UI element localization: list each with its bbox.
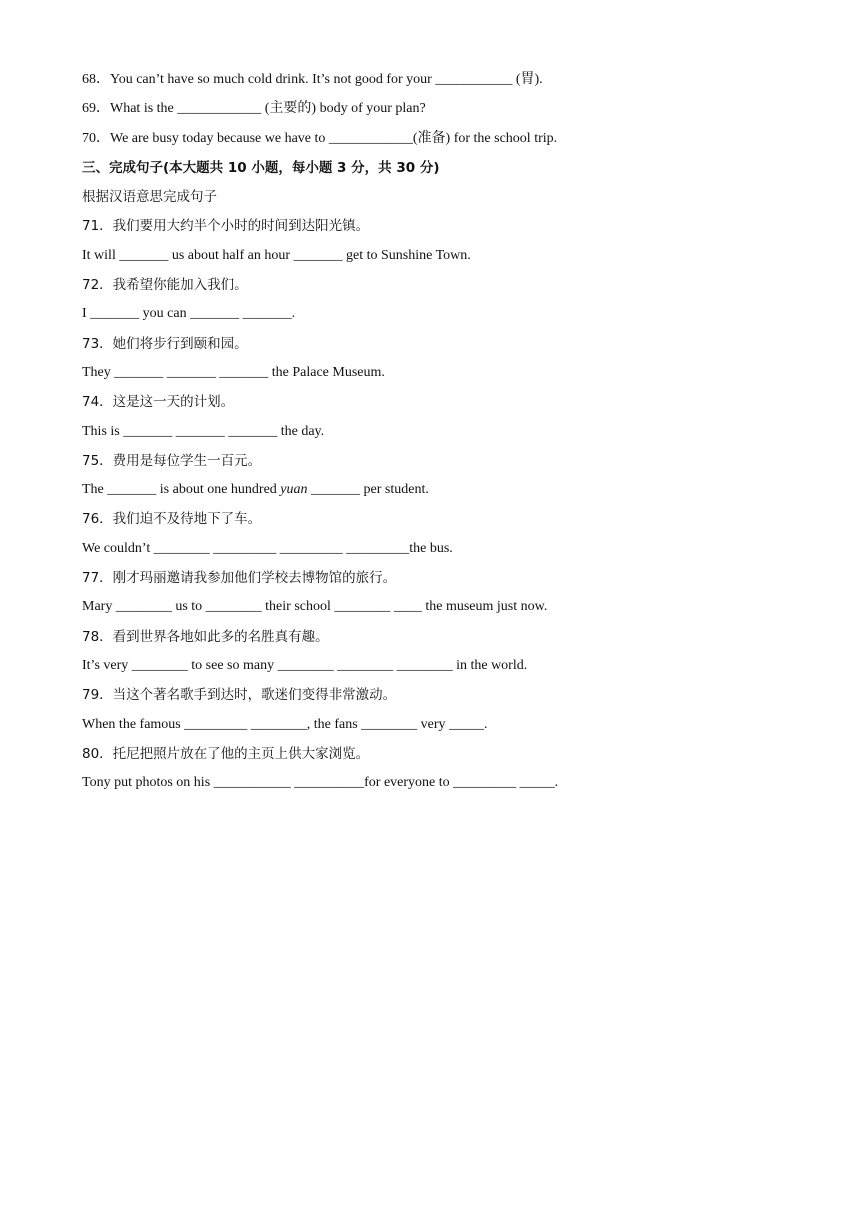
question-76-chinese: 76．我们迫不及待地下了车。 xyxy=(82,511,262,528)
question-70-sentence: 70．We are busy today because we have to ____________(准备) for the school trip. xyxy=(82,130,558,146)
question-76-english: We couldn’t ________ _________ _________ _________the bus. xyxy=(82,540,453,556)
question-78-chinese: 78．看到世界各地如此多的名胜真有趣。 xyxy=(82,628,329,645)
question-80-english: Tony put photos on his ___________ __________for everyone to _________ _____. xyxy=(82,775,559,791)
question-73-english: They _______ _______ _______ the Palace Museum. xyxy=(82,364,385,380)
question-68-sentence: 68．You can’t have so much cold drink. It’s not good for your ___________ (胃). xyxy=(82,72,543,87)
question-72-english: I _______ you can _______ _______. xyxy=(82,306,296,322)
question-75-english xyxy=(82,478,782,507)
question-79-chinese: 79．当这个著名歌手到达时，歌迷们变得非常激动。 xyxy=(82,687,397,704)
section-3-instruction: 根据汉语意思完成句子 xyxy=(82,189,217,206)
question-75-chinese: 75．费用是每位学生一百元。 xyxy=(82,452,262,469)
question-71-english: It will _______ us about half an hour _______ get to Sunshine Town. xyxy=(82,247,471,263)
question-73-chinese: 73．她们将步行到颐和园。 xyxy=(82,335,248,352)
question-74-english: This is _______ _______ _______ the day. xyxy=(82,423,325,439)
question-75-part1: The _______ is about one hundred xyxy=(82,482,281,498)
question-71-chinese: 71．我们要用大约半个小时的时间到达阳光镇。 xyxy=(82,218,370,235)
section-3-heading: 三、完成句子(本大题共 10 小题，每小题 3 分，共 30 分) xyxy=(82,159,440,176)
question-74-chinese: 74．这是这一天的计划。 xyxy=(82,394,235,411)
question-77-english: Mary ________ us to ________ their school ________ ____ the museum just now. xyxy=(82,599,548,615)
worksheet-page xyxy=(82,68,782,800)
question-72-chinese: 72．我希望你能加入我们。 xyxy=(82,277,248,294)
question-80-chinese: 80．托尼把照片放在了他的主页上供大家浏览。 xyxy=(82,745,370,762)
question-78-english: It’s very ________ to see so many ________ ________ ________ in the world. xyxy=(82,657,528,673)
question-75-part2: _______ per student. xyxy=(307,482,429,498)
question-77-chinese: 77．刚才玛丽邀请我参加他们学校去博物馆的旅行。 xyxy=(82,570,397,587)
question-69-sentence: 69．What is the ____________ (主要的) body of your plan? xyxy=(82,101,426,117)
question-79-english: When the famous _________ ________, the fans ________ very _____. xyxy=(82,716,488,732)
question-75-italic-word: yuan xyxy=(280,482,308,498)
